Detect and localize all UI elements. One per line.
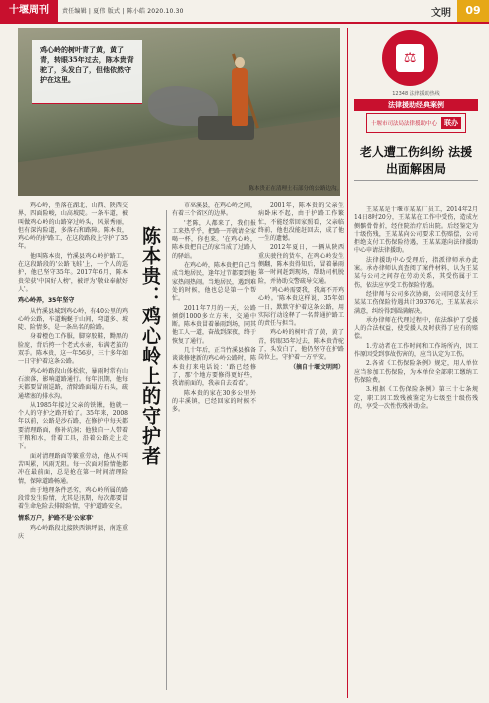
scales-icon: ⚖ xyxy=(396,44,424,72)
sidebar-subbanner xyxy=(366,113,466,133)
paragraph: 从竹溪县城到鸡心岭，有40公里的鸡心岭公路，车道蜿蜒于山间，弯道多、坡陡、险情多，是一条出名的险路。 xyxy=(18,307,128,332)
paragraph: 身着橙色工作服，脚穿胶鞋，黝黑的脸庞，背后挎一个老式水壶，布满老茧的双手。陈本贵，这一年56岁，三十多年如一日守护着这条公路。 xyxy=(18,333,128,366)
sidebar-banner: 法律援助经典案例 xyxy=(354,99,478,111)
pull-quote-rule xyxy=(32,103,142,104)
pull-quote xyxy=(32,40,142,104)
column-rule xyxy=(166,210,167,690)
paragraph: 3.根据《工伤保险条例》第三十七条规定，职工因工致残被鉴定为七级至十级伤残的，享受一次性伤残补助金。 xyxy=(354,386,478,410)
page-number: 09 xyxy=(457,0,489,22)
paragraph: 法律援助中心受理后，指派律师承办此案。承办律师认真查阅了案件材料，认为王某某与公司之间存在劳动关系，其受伤属于工伤，依法应享受工伤保险待遇。 xyxy=(354,256,478,289)
paragraph: 鸡心岭，坐落在湖北、山西、陕西交界，四面险峻，山高坡陡。一条车道，被叫做鸡心岭的山路穿过岭头，风景秀丽，但有深沟险道，多落石和路障。陈本贵，鸡心岭的护路工，在这段路段上守护了35年。 xyxy=(18,202,128,251)
paragraph: 他叫陈本贵，竹溪县鸡心岭护路工，在这段路段的'公路飞蛙'上，一个人的巡护，他已坚守35年。2017年6月，陈本贵荣获'中国好人榜'，被评为'敬业奉献好人'。 xyxy=(18,252,128,293)
paragraph: 2001年，陈本贵的父亲生病卧床不起，由于护路工作繁忙，不能经常回家照看，父亲临终前，他也没能赶回去，成了他一生的遗憾。 xyxy=(258,202,344,243)
paragraph: 承办律师在代理过程中，依法维护了受援人的合法权益，使受援人及时获得了应有的赔偿。 xyxy=(354,316,478,341)
source-note: （摘自十堰文明网） xyxy=(289,363,344,371)
paragraph: '老陈，人都来了，我们报工来热乎乎，把路一开就请全家喝一杯，你也来。'在鸡心岭，陈本贵把自己的家当成了过路人的驿站。 xyxy=(172,219,256,260)
brand-label: 十堰周刊 xyxy=(0,0,58,22)
paragraph: 几十年后，正当竹溪县推备谈谈修建新的鸡心岭公路时，陈本贵打来电话说：'路已经修了，那'个地方要修得更好些，我请前面的，我亲自去看看'。 xyxy=(172,347,256,388)
article-column-2 xyxy=(172,202,256,698)
pull-quote-text: 鸡心岭的树叶青了黄，黄了青，转眼35年过去，陈本贵背驼了，头发白了，但他依然守护在这里。 xyxy=(40,45,134,84)
paragraph: '鸡心岭需要我，我离不开鸡心岭。'陈本贵这样说，35年如一日，默默守护着这条公路，用实际行动诠释了一名普通护路工的责任与担当。 xyxy=(258,286,344,328)
paragraph: 在鸡心岭，陈本贵把自己当成当地居民，逢年过节都要到他家热闹热闹。当地居民，遇到难处的时候，他也总是第一个帮忙。 xyxy=(172,262,256,303)
sidebar-title: 老人遭工伤纠纷 法援出面解困局 xyxy=(359,145,473,176)
paragraph: 鸡心岭路段山体松软，暴雨时常有山石滚落，影响道路通行。每年汛期，他每天都要冒雨巡路，清除路面塌方石头，疏通堵塞的排水沟。 xyxy=(18,367,128,400)
paragraph: 2011年7月的一天，公路倾倒1000多立方米，交通中断。陈本贵冒着暴雨到场，同其他工人一道，奋战到深夜，终于恢复了通行。 xyxy=(172,304,256,345)
logo-caption: 12348 法律援助热线 xyxy=(392,91,440,97)
paragraph: 面对清理路面等繁重劳动，他从不叫苦叫累，风雨无阻。每一次面对险情他都冲在最前面，总是抢在第一时间清理险情，保障道路畅通。 xyxy=(18,452,128,485)
paragraph: 从1985年接过父亲的铁锹，他就一个人的守护之路开始了。35年来，2008年以前，公路是沙石路，在修护中每天都要清理路面，修补坑洞；他独自一人带着干粮和水，背着工具，沿着公路走上走下。 xyxy=(18,401,128,451)
paragraph: 经律师与公司多次协商，公司同意支付王某某工伤保险待遇共计39376元，王某某表示满意，纠纷得到圆满解决。 xyxy=(354,290,478,315)
paragraph: 2.各省《工伤保险条例》规定，用人单位应当参加工伤保险，为本单位全部职工缴纳工伤保险费。 xyxy=(354,360,478,384)
legal-aid-logo xyxy=(382,30,438,86)
article-title: 陈本贵：鸡心岭上的守护者 xyxy=(139,226,161,466)
paragraph: 陈本贵的家在30多公里外的丰溪镇，已经回家的时候不多。 xyxy=(172,389,256,414)
editor-meta: 责任编辑 | 夏伟 版式 | 陈小皓 2020.10.30 xyxy=(62,8,184,15)
subheading: 鸡心岭养，35年坚守 xyxy=(18,297,75,305)
article-column-1 xyxy=(18,202,128,698)
sidebar-divider xyxy=(347,28,348,698)
sidebar-sub-left: 十堰市司法局法律援助中心 xyxy=(371,121,438,127)
subheading: 情系万户，护路不是'公家事' xyxy=(18,514,94,522)
sidebar-body xyxy=(354,206,478,698)
page-header xyxy=(0,0,489,24)
section-label: 文明 xyxy=(431,8,451,19)
sidebar-sub-tag: 联办 xyxy=(441,117,461,129)
sidebar-title-rule xyxy=(354,180,478,181)
paragraph: 2012年夏日，一辆从陕西重庆驶往的货车，在鸡心岭发生侧翻，陈本贵得知后，冒着暴雨第一时间赶到现场，帮助司机脱险，并协助交警疏导交通。 xyxy=(258,244,344,285)
paragraph: 鸡心岭路段北接陕西镇坪县，南连重庆 xyxy=(18,524,128,541)
photo-caption: 陈本贵正在清理土石部分的公路边沟。 xyxy=(248,186,342,192)
paragraph: 市巫溪县，在鸡心岭之间，有着三个省区的边界。 xyxy=(172,202,256,218)
paragraph: 鸡心岭的树叶青了黄，黄了青，转眼35年过去，陈本贵背驼了，头发白了，他仍坚守在护路岗位上，守护着一方平安。 xyxy=(258,329,344,362)
paragraph: 1.劳动者在工作时间和工作场所内，因工作原因受到事故伤害的，应当认定为工伤。 xyxy=(354,342,478,359)
worker-figure xyxy=(232,68,248,126)
paragraph: 由于地理条件恶劣，鸡心岭所属的路段常发生险情，尤其是汛期，每次都要冒着生命危险去排除险情，守护道路安全。 xyxy=(18,486,128,511)
article-column-3 xyxy=(258,202,344,698)
paragraph: 王某某是十堰市某某厂员工，2014年2月14日8时20分，王某某在工作中受伤，造成左侧髌骨骨折，经住院治疗后出院。后经鉴定为十级伤残，王某某向公司要求工伤赔偿，公司拒绝支付工伤保险待遇，王某某遂向法律援助中心申请法律援助。 xyxy=(354,206,478,255)
